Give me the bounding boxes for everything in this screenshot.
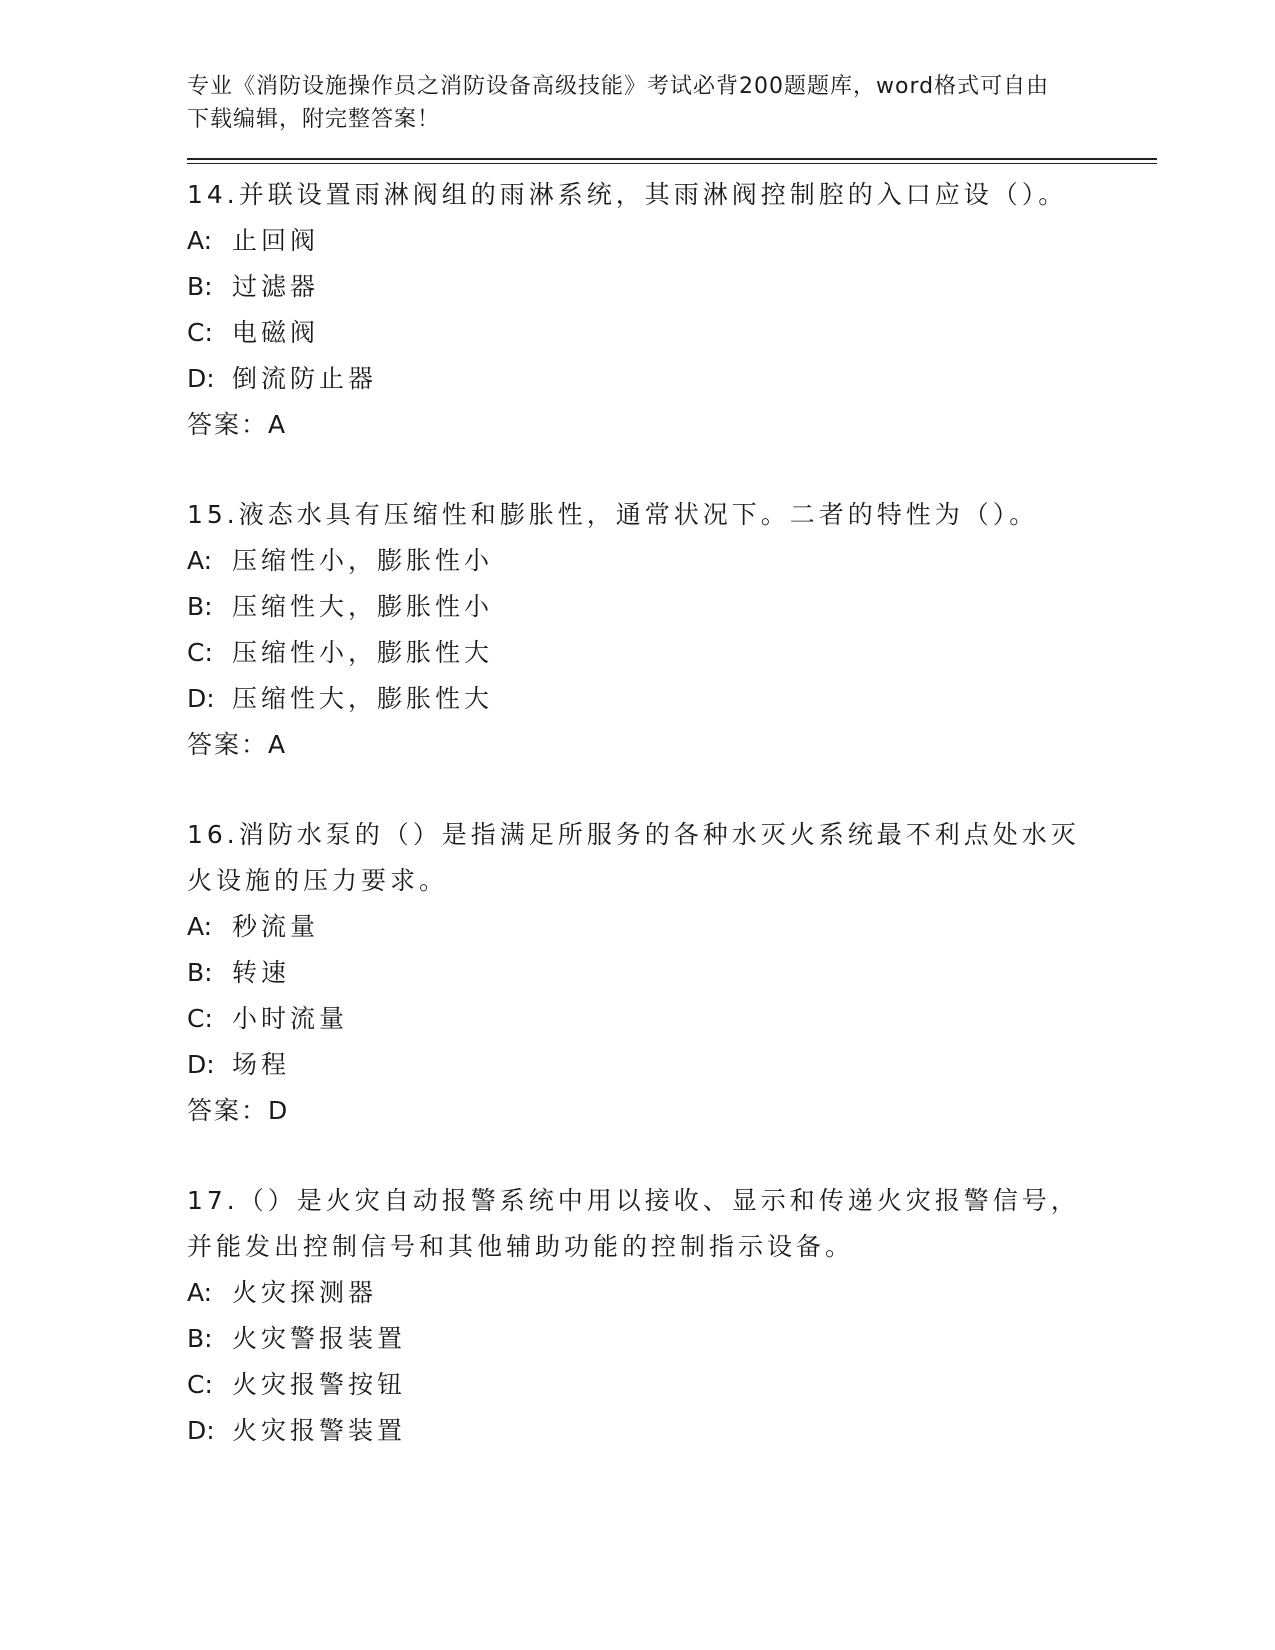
option-letter: A: [187,546,213,575]
option-letter: A: [187,1278,213,1307]
header-divider [187,158,1157,164]
question-stem: 15.液态水具有压缩性和膨胀性，通常状况下。二者的特性为（）。 [187,500,1039,529]
option-d [187,1042,1157,1088]
option-a [187,218,1157,264]
option-text: 过滤器 [232,272,320,301]
question-14 [187,172,1157,448]
option-text: 火灾探测器 [232,1278,378,1307]
option-text: 火灾警报装置 [232,1324,407,1353]
option-letter: A: [187,226,213,255]
option-letter: B: [187,592,213,621]
question-stem: 16.消防水泵的（）是指满足所服务的各种水灭火系统最不利点处水灭火设施的压力要求。 [187,820,1080,895]
option-b [187,264,1157,310]
option-d [187,676,1157,722]
option-letter: D: [187,364,215,393]
option-text: 压缩性小，膨胀性小 [232,546,494,575]
option-text: 小时流量 [232,1004,349,1033]
option-text: 压缩性小，膨胀性大 [232,638,494,667]
answer-line: 答案：A [187,730,288,759]
option-letter: C: [187,1004,213,1033]
option-text: 电磁阀 [232,318,320,347]
option-c [187,630,1157,676]
option-letter: D: [187,1050,215,1079]
option-c [187,1362,1157,1408]
option-text: 火灾报警按钮 [232,1370,407,1399]
option-a [187,538,1157,584]
option-c [187,996,1157,1042]
document-page [187,70,1157,1454]
option-letter: B: [187,1324,213,1353]
option-list [187,904,1157,1088]
option-a [187,904,1157,950]
option-b [187,1316,1157,1362]
option-text: 场程 [232,1050,291,1079]
option-text: 压缩性大，膨胀性小 [232,592,494,621]
option-letter: C: [187,1370,213,1399]
question-16 [187,812,1157,1134]
question-stem: 17.（）是火灾自动报警系统中用以接收、显示和传递火灾报警信号，并能发出控制信号和其他辅助功能的控制指示设备。 [187,1186,1080,1261]
option-letter: B: [187,958,213,987]
document-header: 专业《消防设施操作员之消防设备高级技能》考试必背200题题库，word格式可自由下载编辑，附完整答案！ [187,74,1050,132]
option-letter: D: [187,1416,215,1445]
option-letter: D: [187,684,215,713]
option-text: 转速 [232,958,291,987]
option-letter: C: [187,638,213,667]
option-a [187,1270,1157,1316]
option-list [187,1270,1157,1454]
option-list [187,538,1157,722]
option-text: 火灾报警装置 [232,1416,407,1445]
option-list [187,218,1157,402]
option-letter: A: [187,912,213,941]
question-stem: 14.并联设置雨淋阀组的雨淋系统，其雨淋阀控制腔的入口应设（）。 [187,180,1068,209]
option-letter: C: [187,318,213,347]
option-b [187,950,1157,996]
option-d [187,356,1157,402]
question-17 [187,1178,1157,1454]
option-text: 压缩性大，膨胀性大 [232,684,494,713]
option-text: 秒流量 [232,912,320,941]
option-text: 止回阀 [232,226,320,255]
option-b [187,584,1157,630]
answer-line: 答案：D [187,1096,290,1125]
option-letter: B: [187,272,213,301]
option-c [187,310,1157,356]
option-text: 倒流防止器 [232,364,378,393]
option-d [187,1408,1157,1454]
question-15 [187,492,1157,768]
answer-line: 答案：A [187,410,288,439]
